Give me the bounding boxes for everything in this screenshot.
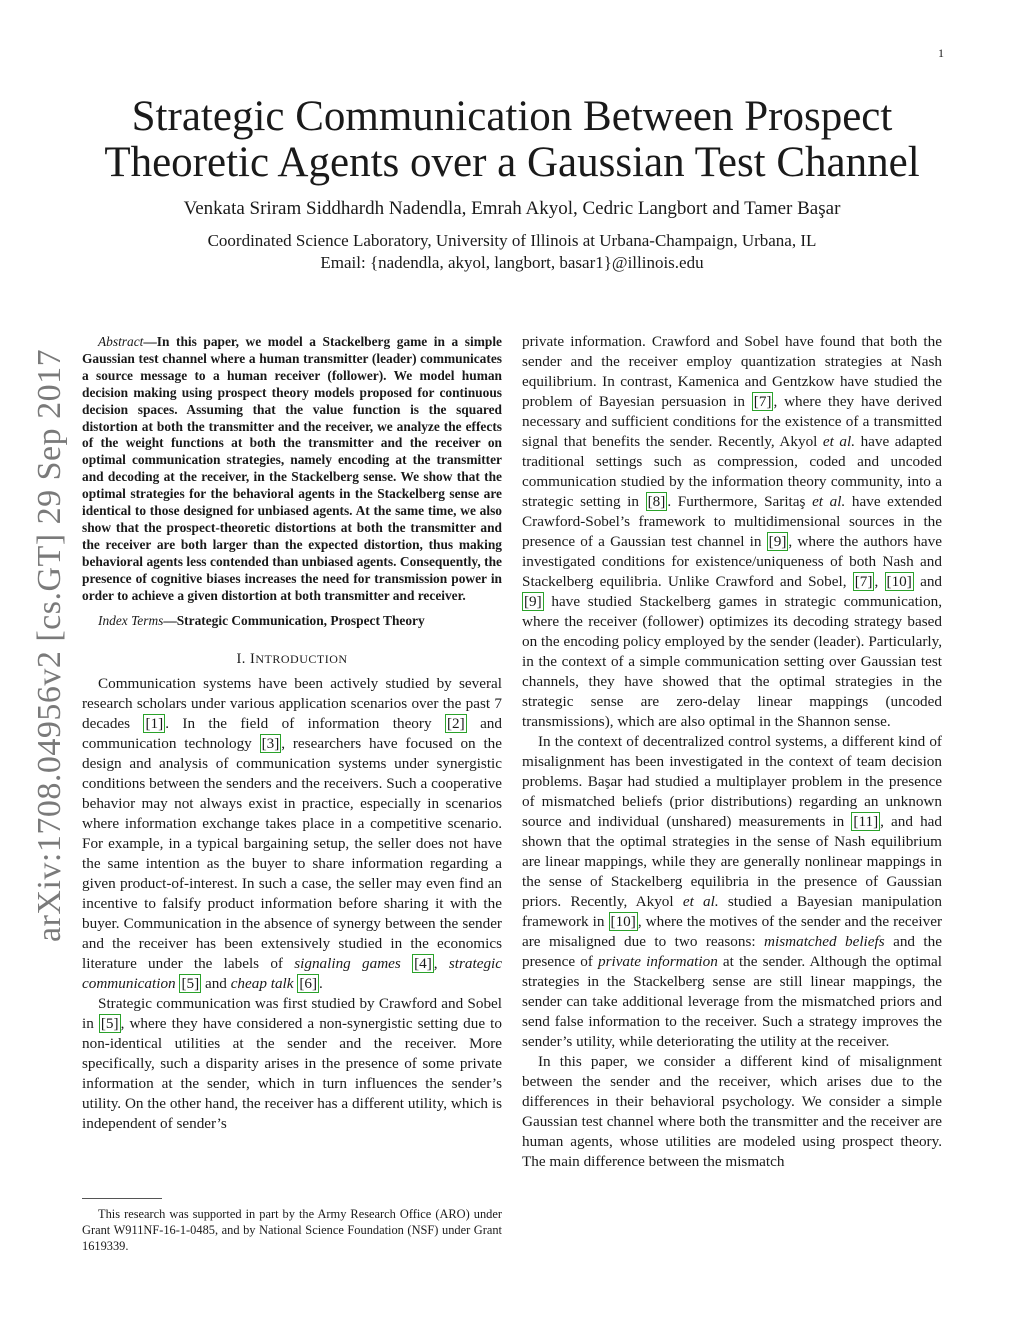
affiliation: Coordinated Science Laboratory, University of Illinois at Urbana-Champaign, Urbana, IL (207, 231, 817, 250)
intro-paragraph-2: Strategic communication was first studied by Crawford and Sobel in [5] , where they have considered a non-synergistic setting due to non-identical utilities at the sender and the receiver. More specifically, such a disparity arises in the presence of some private information at the sender, which in turn influences the sender’s utility. On the other hand, the receiver has a different utility, which is independent of sender’s (82, 994, 502, 1132)
citation-link[interactable]: [5] (100, 1014, 119, 1032)
right-paragraph-1: private information. Crawford and Sobel have found that both the sender and the receiver employ quantization strategies at Nash equilibrium. In contrast, Kamenica and Gentzkow have studied the problem of Bayesian persuasion in [7] , where they have derived necessary and sufficient conditions for the existence of a transmitted signal that benefits the sender. Recently, Akyol et al. have adapted traditional settings such as compression, coded and uncoded communication studied by the information theory community, into a strategic setting in [8] . Furthermore, Saritaş et al. have extended Crawford-Sobel’s framework to multidimensional sources in the presence of a Gaussian test channel in [9] , where the authors have investigated conditions for existence/uniqueness of both Nash and Stackelberg equilibria. Unlike Crawford and Sobel, [7] , [10] and [9] have studied Stackelberg games in strategic communication, where the receiver (follower) optimizes its decoding strategy based on the encoding policy employed by the sender (leader). Particularly, in the context of a simple communication setting over Gaussian test channels, they have showed that the optimal strategies in the strategic sense are zero-delay linear mappings (uncoded transmissions), which are also optimal in the Shannon sense. (522, 333, 943, 730)
citation-link[interactable]: [11] (853, 813, 879, 830)
intro-paragraph-1: Communication systems have been actively studied by several research scholars under various application scenarios over the past 7 decades [1] . In the field of information theory [2] and communication technology [3] , researchers have focused on the design and analysis of communication systems under synergistic conditions between the senders and the receivers. Such a cooperative behavior may not always exist in practice, especially in scenarios where information exchange takes place in a competitive scenario. For example, in a typical bargaining setup, the seller does not have the same intention as the buyer to share information regarding a given product-of-interest. In such a case, the seller may even find an incentive to falsify product information before sharing it with the buyer. Communication in the absence of synergy between the sender and the receiver has been extensively studied in the economics literature under the labels of signaling games [4] , strategic communication [5] and cheap talk [6] . (82, 674, 502, 992)
citation-link[interactable]: [9] (768, 533, 787, 550)
citation-link[interactable]: [3] (261, 734, 280, 752)
citation-link[interactable]: [10] (610, 913, 636, 930)
title-line-2: Theoretic Agents over a Gaussian Test Channel (104, 139, 920, 186)
abstract (82, 334, 502, 605)
citation-link[interactable]: [1] (145, 714, 164, 732)
right-column (522, 332, 942, 1172)
arxiv-identifier: arXiv:1708.04956v2 [cs.GT] 29 Sep 2017 (31, 348, 68, 942)
footnote-rule (82, 1198, 162, 1199)
page-number: 1 (938, 46, 944, 60)
citation-link[interactable]: [7] (854, 573, 873, 590)
citation-link[interactable]: [8] (647, 493, 666, 510)
citation-link[interactable]: [7] (753, 393, 772, 410)
abstract-label: Abstract (98, 334, 144, 349)
right-paragraph-3: In this paper, we consider a different kind of misalignment between the sender and the receiver, which arises due to the differences in their behavioral psychology. We consider a simple Gaussian test channel where both the transmitter and the receiver are human agents, whose utilities are modeled using prospect theory. The main difference between the mismatch (522, 1053, 942, 1170)
right-paragraph-2: In the context of decentralized control systems, a different kind of misalignment has been investigated in the context of team decision problems. Başar had studied a multiplayer problem in the presence of mismatched beliefs (prior distributions) regarding an unknown source and individual (unshared) measurements in [11] , and had shown that the optimal strategies in the sense of Nash equilibrium are linear mappings, while they are generally nonlinear mappings in the sense of Stackelberg equilibria in the presence of Gaussian priors. Recently, Akyol et al. studied a Bayesian manipulation framework in [10] , where the motives of the sender and the receiver are misaligned due to two reasons: mismatched beliefs and the presence of private information at the sender. Although the optimal strategies in the Stackelberg sense are still linear mappings, the sender can take additional leverage from the mismatched priors and send false information to the receiver. Such a strategy improves the sender’s utility, while deteriorating the utility at the receiver. (522, 733, 943, 1050)
index-terms-text: —Strategic Communication, Prospect Theory (163, 612, 425, 628)
citation-link[interactable]: [4] (414, 954, 432, 972)
paper-title (90, 94, 934, 186)
citation-link[interactable]: [2] (446, 714, 465, 732)
left-column (82, 334, 502, 1134)
author-list: Venkata Sriram Siddhardh Nadendla, Emrah Akyol, Cedric Langbort and Tamer Başar (183, 198, 841, 219)
funding-footnote: This research was supported in part by the Army Research Office (ARO) under Grant W911NF-16-1-0485, and by National Science Foundation (NSF) under Grant 1619339. (82, 1207, 502, 1253)
citation-link[interactable]: [9] (524, 593, 542, 610)
index-terms (82, 613, 502, 629)
citation-link[interactable]: [5] (181, 974, 200, 992)
index-terms-label: Index Terms (98, 612, 164, 628)
citation-link[interactable]: [10] (886, 573, 912, 590)
section-heading-introduction: I. INTRODUCTION (236, 650, 348, 667)
affiliation-block (90, 230, 934, 274)
title-line-1: Strategic Communication Between Prospect (131, 93, 893, 140)
citation-link[interactable]: [6] (299, 974, 318, 992)
abstract-text: —In this paper, we model a Stackelberg game in a simple Gaussian test channel where a human transmitter (leader) communicates a source message to a human receiver (follower). We model human decision making using prospect theory models proposed for continuous decision spaces. Assuming that the value function is the squared distortion at both the transmitter and the receiver, we analyze the effects of the weight functions at both the transmitter and the receiver on optimal communication strategies, namely encoding at the transmitter and decoding at the receiver, in the Stackelberg sense. We show that the optimal strategies for the behavioral agents in the Stackelberg sense are identical to those designed for unbiased agents. At the same time, we also show that the prospect-theoretic distortions at both the transmitter and the receiver are both larger than the expected distortion, thus making behavioral agents less contended than unbiased agents. Consequently, the presence of cognitive biases increases the need for transmission power in order to achieve a given distortion at both transmitter and receiver. (82, 334, 502, 603)
email-line: Email: {nadendla, akyol, langbort, basar1}@illinois.edu (320, 253, 704, 272)
